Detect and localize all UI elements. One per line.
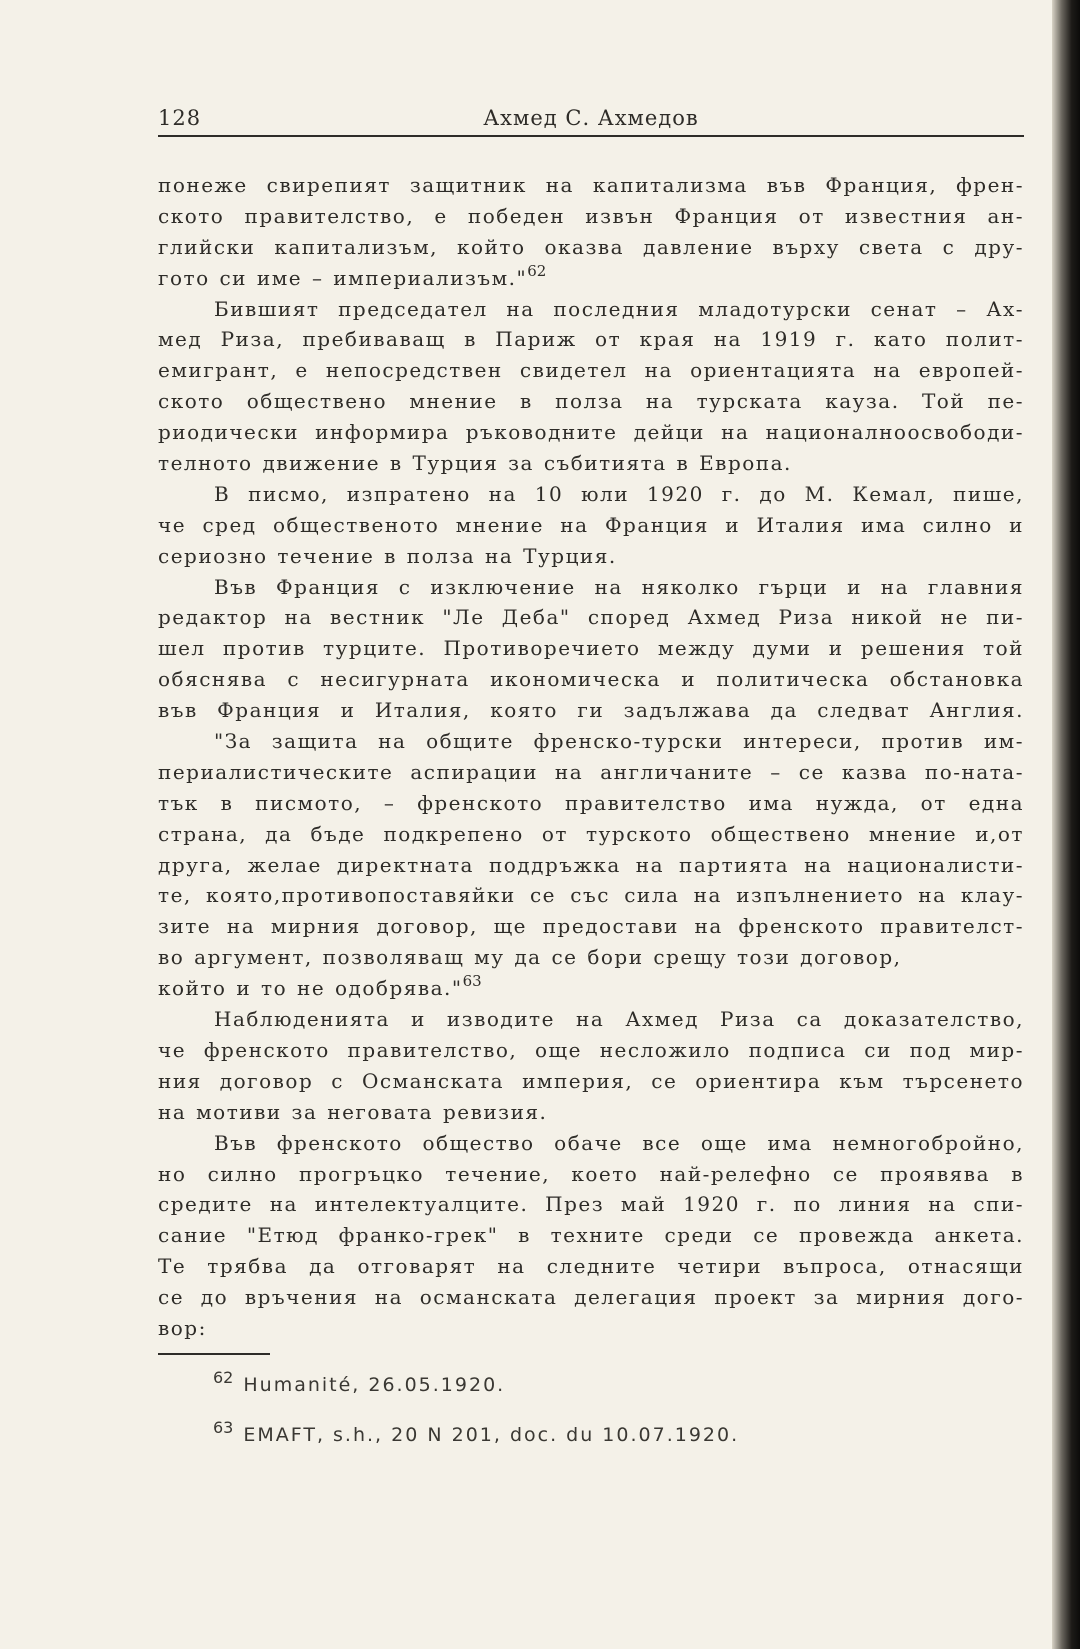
text-line bbox=[158, 572, 1024, 603]
text-line-content: шел против турците. Противоречието между думи и решения той bbox=[158, 636, 1024, 661]
text-line-content: "За защита на общите френско-турски интереси, против им- bbox=[214, 729, 1024, 754]
footnote-rule bbox=[158, 1353, 270, 1355]
text-line-content: Във френското общество обаче все още има немногобройно, bbox=[214, 1130, 1024, 1155]
text-line bbox=[158, 417, 1024, 448]
text-line-content: емигрант, е непосредствен свидетел на ориентацията на европей- bbox=[158, 358, 1024, 383]
text-line-content: който и то не одобрява." bbox=[158, 976, 463, 1001]
text-line-content: Бившият председател на последния младотурски сенат – Ах- bbox=[214, 296, 1024, 321]
text-line-content: сание "Етюд франко-грек" в техните среди се провежда анкета. bbox=[158, 1223, 1024, 1248]
text-line-content: страна, да бъде подкрепено от турското обществено мнение и,от bbox=[158, 821, 1024, 846]
text-line-content: Те трябва да отговарят на следните четири въпроса, отнасящи bbox=[158, 1254, 1024, 1279]
text-line bbox=[158, 1035, 1024, 1066]
text-line-content: средите на интелектуалците. През май 1920 г. по линия на спи- bbox=[158, 1192, 1024, 1217]
text-line-content: глийски капитализъм, който оказва давление върху света с дру- bbox=[158, 234, 1024, 259]
text-line-content: във Франция и Италия, която ги задължава да следват Англия. bbox=[158, 698, 1024, 723]
footnotes bbox=[213, 1360, 739, 1460]
header-rule bbox=[158, 135, 1024, 137]
text-line-content: друга, желае директната поддръжка на партията на националисти- bbox=[158, 852, 1024, 877]
footnote bbox=[213, 1410, 739, 1460]
body-text bbox=[158, 170, 1024, 1344]
text-line bbox=[158, 510, 1024, 541]
text-line bbox=[158, 170, 1024, 201]
footnote-reference: 62 bbox=[527, 262, 547, 280]
text-line-content: ското правителство, е победен извън Франция от известния ан- bbox=[158, 203, 1024, 228]
footnote-text: Humanité, 26.05.1920. bbox=[243, 1374, 506, 1396]
text-line-content: но силно прогръцко течение, което най-релефно се проявява в bbox=[158, 1161, 1024, 1186]
text-line bbox=[158, 386, 1024, 417]
running-title: Ахмед С. Ахмедов bbox=[483, 106, 699, 130]
text-line bbox=[158, 1004, 1024, 1035]
text-line-content: те, която,противопоставяйки се със сила на изпълнението на клау- bbox=[158, 883, 1024, 908]
book-binding-shadow bbox=[1052, 0, 1080, 1649]
text-line-content: че сред общественото мнение на Франция и Италия има силно и bbox=[158, 512, 1024, 537]
text-line-content: ското обществено мнение в полза на турската кауза. Той пе- bbox=[158, 389, 1024, 414]
text-line bbox=[158, 664, 1024, 695]
text-line-content: телното движение в Турция за събитията в Европа. bbox=[158, 451, 792, 476]
text-line-content: Във Франция с изключение на няколко гърци и на главния bbox=[214, 574, 1024, 599]
text-line bbox=[158, 1313, 1024, 1344]
text-line bbox=[158, 324, 1024, 355]
text-line-content: обяснява с несигурната икономическа и политическа обстановка bbox=[158, 667, 1024, 692]
footnote-reference: 63 bbox=[462, 973, 482, 991]
text-line-content: Наблюденията и изводите на Ахмед Риза са доказателство, bbox=[214, 1007, 1024, 1032]
text-line bbox=[158, 541, 1024, 572]
text-line-content: сериозно течение в полза на Турция. bbox=[158, 543, 617, 568]
text-line bbox=[158, 850, 1024, 881]
text-line-content: зите на мирния договор, ще предостави на френското правителст- bbox=[158, 914, 1024, 939]
text-line-content: мед Риза, пребиваващ в Париж от края на 1919 г. като полит- bbox=[158, 327, 1024, 352]
text-line-content: на мотиви за неговата ревизия. bbox=[158, 1099, 548, 1124]
text-line bbox=[158, 355, 1024, 386]
text-line bbox=[158, 232, 1024, 263]
text-line-content: во аргумент, позволяващ му да се бори срещу този договор, bbox=[158, 945, 902, 970]
text-line bbox=[158, 1097, 1024, 1128]
text-line bbox=[158, 479, 1024, 510]
text-line bbox=[158, 1282, 1024, 1313]
text-line bbox=[158, 201, 1024, 232]
text-line bbox=[158, 1159, 1024, 1190]
text-line bbox=[158, 788, 1024, 819]
footnote-mark: 63 bbox=[213, 1418, 234, 1437]
text-line bbox=[158, 819, 1024, 850]
page-header bbox=[158, 104, 1024, 136]
footnote-text: EMAFT, s.h., 20 N 201, doc. du 10.07.1920. bbox=[243, 1424, 740, 1446]
text-line bbox=[158, 695, 1024, 726]
text-line bbox=[158, 880, 1024, 911]
text-line-content: тък в писмото, – френското правителство има нужда, от една bbox=[158, 790, 1024, 815]
text-line bbox=[158, 757, 1024, 788]
text-line bbox=[158, 448, 1024, 479]
text-line bbox=[158, 942, 1024, 973]
text-line bbox=[158, 602, 1024, 633]
text-line-content: риодически информира ръководните дейци на националноосвободи- bbox=[158, 420, 1024, 445]
text-line bbox=[158, 973, 1024, 1004]
text-line-content: че френското правителство, още несложило подписа си под мир- bbox=[158, 1037, 1024, 1062]
text-line bbox=[158, 1251, 1024, 1282]
text-line bbox=[158, 1220, 1024, 1251]
text-line bbox=[158, 726, 1024, 757]
text-line bbox=[158, 911, 1024, 942]
text-line-content: ния договор с Османската империя, се ориентира към търсенето bbox=[158, 1068, 1024, 1093]
text-line-content: периалистическите аспирации на англичаните – се казва по-ната- bbox=[158, 759, 1024, 784]
text-line bbox=[158, 1189, 1024, 1220]
text-line bbox=[158, 294, 1024, 325]
page-number: 128 bbox=[158, 106, 202, 130]
text-line-content: гото си име – империализъм." bbox=[158, 265, 528, 290]
text-line-content: редактор на вестник "Ле Деба" според Ахмед Риза никой не пи- bbox=[158, 605, 1024, 630]
text-line bbox=[158, 1128, 1024, 1159]
text-line-content: вор: bbox=[158, 1315, 207, 1340]
text-line bbox=[158, 1066, 1024, 1097]
footnote-mark: 62 bbox=[213, 1368, 234, 1387]
text-line bbox=[158, 633, 1024, 664]
text-line bbox=[158, 263, 1024, 294]
footnote bbox=[213, 1360, 739, 1410]
text-line-content: понеже свирепият защитник на капитализма във Франция, френ- bbox=[158, 173, 1024, 197]
text-line-content: се до връчения на османската делегация проект за мирния дого- bbox=[158, 1285, 1024, 1310]
text-line-content: В писмо, изпратено на 10 юли 1920 г. до М. Кемал, пише, bbox=[214, 481, 1024, 506]
